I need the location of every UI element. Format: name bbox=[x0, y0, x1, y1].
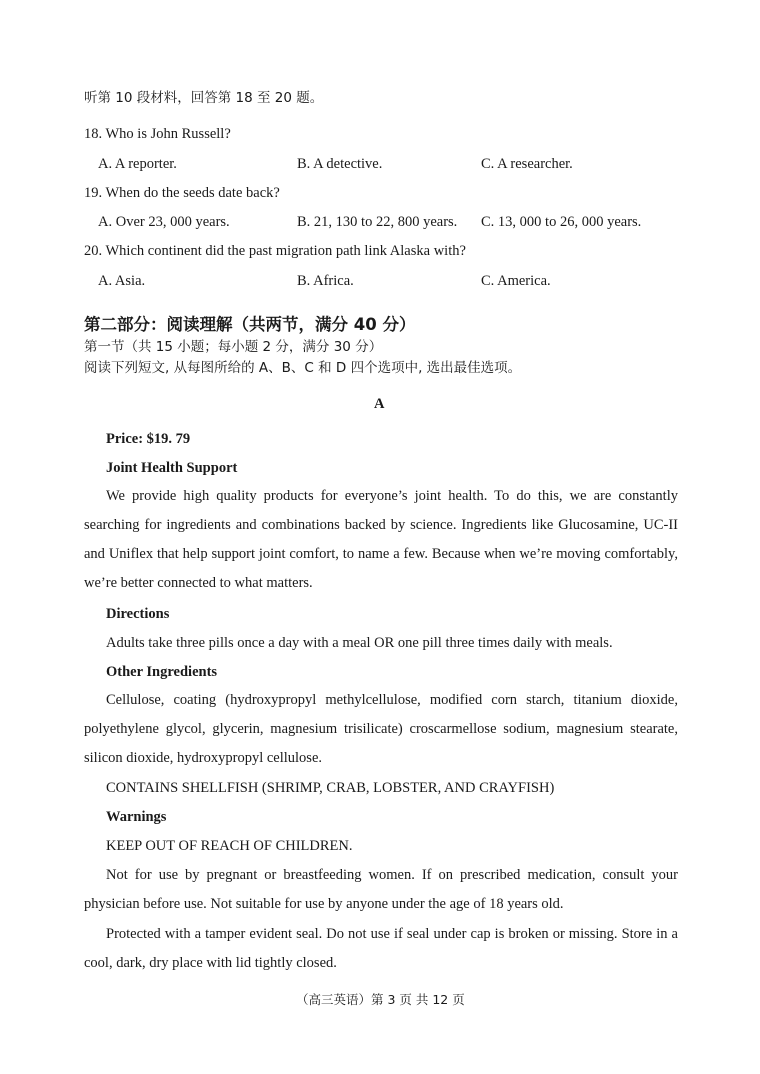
q19-option-a: A. Over 23, 000 years. bbox=[98, 214, 230, 230]
passage-letter: A bbox=[374, 396, 385, 412]
warnings-heading: Warnings bbox=[106, 809, 167, 825]
contains-shellfish: CONTAINS SHELLFISH (SHRIMP, CRAB, LOBSTER, AND CRAYFISH) bbox=[106, 780, 555, 796]
q19-option-b: B. 21, 130 to 22, 800 years. bbox=[297, 214, 458, 230]
section1-heading: 第一节（共 15 小题；每小题 2 分，满分 30 分） bbox=[84, 339, 383, 355]
question-20 bbox=[84, 243, 466, 260]
q20-option-a: A. Asia. bbox=[98, 273, 146, 289]
warning-paragraph-2: Protected with a tamper evident seal. Do not use if seal under cap is broken or missing. Store in a cool, dark, dry place with lid tightly closed. bbox=[84, 926, 678, 971]
q18-option-b: B. A detective. bbox=[297, 156, 383, 172]
part2-heading: 第二部分：阅读理解（共两节，满分 40 分） bbox=[84, 315, 416, 334]
question-text: When do the seeds date back? bbox=[105, 185, 280, 201]
listening-instruction: 听第 10 段材料，回答第 18 至 20 题。 bbox=[84, 90, 324, 106]
page-footer: （高三英语）第 3 页 共 12 页 bbox=[296, 992, 465, 1007]
other-ingredients-text: Cellulose, coating (hydroxypropyl methylcellulose, modified corn starch, titanium dioxide, polyethylene glycol, glycerin, magnesium trisilicate) croscarmellose sodium, magnesium stearate, silicon dioxide, hydroxypropyl cellulose. bbox=[84, 692, 678, 766]
question-18 bbox=[84, 126, 231, 143]
question-number: 19. bbox=[84, 185, 103, 201]
warning-paragraph-1: Not for use by pregnant or breastfeeding women. If on prescribed medication, consult your physician before use. Not suitable for use by anyone under the age of 18 years old. bbox=[84, 867, 678, 912]
question-number: 18. bbox=[84, 126, 103, 142]
intro-paragraph: We provide high quality products for everyone’s joint health. To do this, we are constantly searching for ingredients and combinations backed by science. Ingredients like Glucosamine, UC-II and Uniflex that help support joint comfort, to name a few. Because when we’re moving comfortably, we’re better connected to what matters. bbox=[84, 488, 678, 591]
part2-instruction: 阅读下列短文, 从每图所给的 A、B、C 和 D 四个选项中, 选出最佳选项。 bbox=[84, 360, 522, 376]
q19-option-c: C. 13, 000 to 26, 000 years. bbox=[481, 214, 642, 230]
other-ingredients-heading: Other Ingredients bbox=[106, 664, 218, 680]
question-19 bbox=[84, 185, 280, 202]
question-number: 20. bbox=[84, 243, 103, 259]
price: Price: $19. 79 bbox=[106, 431, 191, 447]
directions-heading: Directions bbox=[106, 606, 170, 622]
q20-option-b: B. Africa. bbox=[297, 273, 354, 289]
q18-option-a: A. A reporter. bbox=[98, 156, 177, 172]
product-title: Joint Health Support bbox=[106, 460, 238, 476]
question-text: Which continent did the past migration path link Alaska with? bbox=[105, 243, 466, 259]
directions-text: Adults take three pills once a day with a meal OR one pill three times daily with meals. bbox=[106, 635, 613, 651]
keep-out-text: KEEP OUT OF REACH OF CHILDREN. bbox=[106, 838, 353, 854]
q18-option-c: C. A researcher. bbox=[481, 156, 573, 172]
question-text: Who is John Russell? bbox=[105, 126, 231, 142]
q20-option-c: C. America. bbox=[481, 273, 551, 289]
